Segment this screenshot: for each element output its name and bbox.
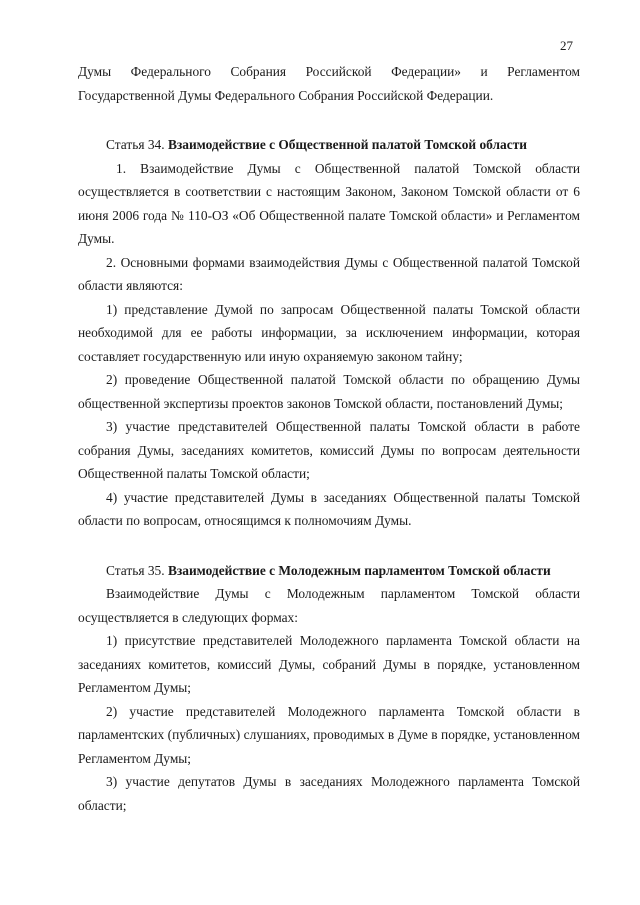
page-number: 27 bbox=[560, 38, 573, 53]
document-body bbox=[78, 60, 580, 817]
article-34-list-item: 3) участие представителей Общественной палаты Томской области в работе собрания Думы, заседаниях комитетов, комиссий Думы по вопросам деятельности Общественной палаты Томской области; bbox=[78, 419, 580, 481]
article-34-number: Статья 34. bbox=[106, 137, 165, 152]
article-34-heading bbox=[78, 133, 580, 157]
article-35-paragraph: Взаимодействие Думы с Молодежным парламентом Томской области осуществляется в следующих формах: bbox=[78, 586, 580, 625]
article-35-list-item: 2) участие представителей Молодежного парламента Томской области в парламентских (публичных) слушаниях, проводимых в Думе в порядке, установленном Регламентом Думы; bbox=[78, 703, 580, 766]
article-34-list-item: 2) проведение Общественной палатой Томской области по обращению Думы общественной экспертизы проектов законов Томской области, постановлений Думы; bbox=[78, 372, 580, 411]
spacer bbox=[78, 107, 580, 121]
article-35-number: Статья 35. bbox=[106, 562, 165, 578]
intro-paragraph: Думы Федерального Собрания Российской Федерации» и Регламентом Государственной Думы Федерального Собрания Российской Федерации. bbox=[78, 64, 580, 103]
article-35-title: Взаимодействие с Молодежным парламентом Томской области bbox=[167, 562, 551, 578]
article-35-list-item: 1) присутствие представителей Молодежного парламента Томской области на заседаниях комитетов, комиссий Думы, собраний Думы в порядке, установленном Регламентом Думы; bbox=[78, 633, 580, 695]
article-34-paragraph: 1. Взаимодействие Думы с Общественной палатой Томской области осуществляется в соответствии с настоящим Законом, Законом Томской области от 6 июня 2006 года № 110-ОЗ «Об Общественной палате Томской области» и Регламентом Думы. bbox=[78, 160, 580, 246]
article-34-list-item: 4) участие представителей Думы в заседаниях Общественной палаты Томской области по вопросам, относящимся к полномочиям Думы. bbox=[78, 489, 580, 528]
article-35-heading bbox=[78, 559, 580, 583]
article-34-paragraph: 2. Основными формами взаимодействия Думы с Общественной палатой Томской области являются: bbox=[78, 254, 580, 293]
spacer bbox=[78, 533, 580, 547]
article-35-list-item: 3) участие депутатов Думы в заседаниях Молодежного парламента Томской области; bbox=[78, 774, 580, 813]
article-34-list-item: 1) представление Думой по запросам Общественной палаты Томской области необходимой для ее работы информации, за исключением информации, которая составляет государственную или иную охраняемую законом тайну; bbox=[78, 301, 580, 364]
article-34-title: Взаимодействие с Общественной палатой Томской области bbox=[167, 137, 527, 152]
